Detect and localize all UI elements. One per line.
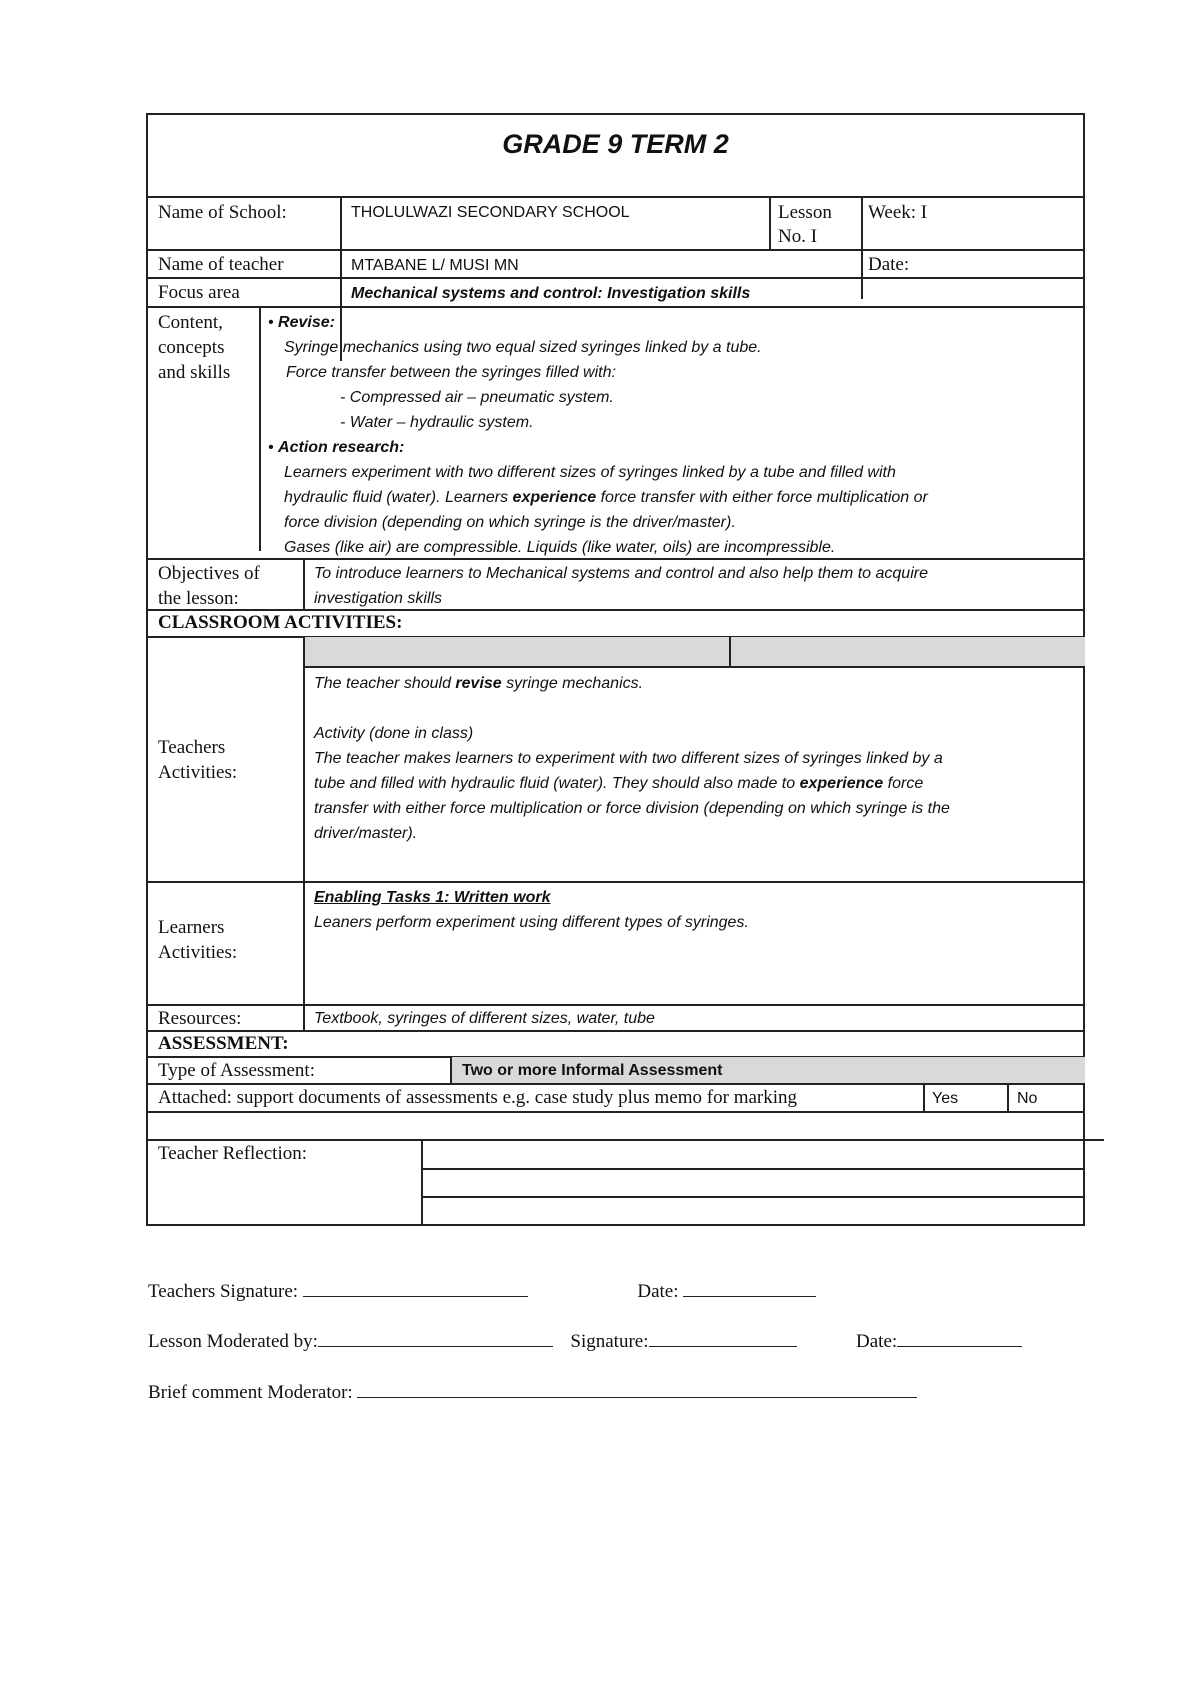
revise-heading: Revise:: [278, 314, 335, 331]
lesson-number: No. I: [778, 226, 818, 247]
type-of-assessment-label: Type of Assessment:: [158, 1060, 315, 1081]
date-label: Date:: [868, 254, 910, 275]
moderation-line: Lesson Moderated by: Signature: Date:: [148, 1328, 1022, 1353]
teacher-reflection-label: Teacher Reflection:: [158, 1143, 308, 1164]
objectives-value: To introduce learners to Mechanical systems and control and also help them to acquire investigation skills: [314, 565, 928, 607]
resources-value: Textbook, syringes of different sizes, water, tube: [314, 1010, 655, 1027]
lesson-plan-table: [146, 113, 1085, 1226]
action-heading: Action research:: [278, 439, 405, 456]
assessment-heading: ASSESSMENT:: [158, 1033, 289, 1054]
learners-activities-body: Enabling Tasks 1: Written work Leaners perform experiment using different types of syringes.: [314, 885, 1079, 935]
attached-label: Attached: support documents of assessments e.g. case study plus memo for marking: [158, 1087, 798, 1108]
date-field-1[interactable]: [683, 1278, 816, 1297]
activity-header-shaded-cell: [305, 637, 1085, 666]
teachers-signature-field[interactable]: [303, 1278, 528, 1297]
lesson-label: Lesson: [778, 202, 832, 223]
teachers-activities-body: The teacher should revise syringe mechanics. Activity (done in class) The teacher makes learners to experiment with two different sizes of syringes linked by a tube and filled with hydraulic fluid (water). They should also made to experience force transfer with either force multiplication or force division (depending on which syringe is the driver/master).: [314, 675, 950, 842]
bullet-icon: •: [268, 314, 279, 331]
brief-comment-line: Brief comment Moderator:: [148, 1379, 917, 1404]
objectives-label: Objectives of the lesson:: [158, 563, 260, 609]
brief-comment-field[interactable]: [357, 1379, 917, 1398]
moderated-by-field[interactable]: [318, 1328, 553, 1347]
bullet-icon: •: [268, 439, 279, 456]
school-label: Name of School:: [158, 202, 287, 223]
type-of-assessment-value: Two or more Informal Assessment: [462, 1062, 723, 1079]
moderator-signature-field[interactable]: [649, 1328, 797, 1347]
reflection-line: [422, 1196, 1085, 1198]
learners-activities-label: Learners Activities:: [158, 917, 238, 963]
focus-label: Focus area: [158, 282, 240, 303]
focus-value: Mechanical systems and control: Investigation skills: [351, 285, 751, 302]
teachers-signature-line: Teachers Signature: Date:: [148, 1278, 816, 1303]
content-label: Content, concepts and skills: [158, 312, 231, 383]
content-body: • Revise: Syringe mechanics using two equal sized syringes linked by a tube. Force transfer between the syringes filled with: - Compressed air – pneumatic system. - Water – hydraulic system. • Action research: Learners experiment with two different sizes of syringes linked by a tube and filled with hydraulic fluid (water). Learners experience force transfer with either force multiplication or force division (depending on which syringe is the driver/master). Gases (like air) are compressible. Liquids (like water, oils) are incompressible.: [268, 314, 928, 556]
teacher-label: Name of teacher: [158, 254, 284, 275]
school-name: THOLULWAZI SECONDARY SCHOOL: [351, 204, 630, 221]
attached-yes[interactable]: Yes: [932, 1090, 959, 1107]
teachers-activities-label: Teachers Activities:: [158, 737, 238, 783]
week-value: Week: I: [868, 202, 928, 223]
reflection-line: [422, 1168, 1085, 1170]
teacher-name: MTABANE L/ MUSI MN: [351, 257, 519, 274]
classroom-heading: CLASSROOM ACTIVITIES:: [158, 612, 403, 633]
resources-label: Resources:: [158, 1008, 242, 1029]
enabling-task-title: Enabling Tasks 1: Written work: [314, 889, 551, 906]
date-field-2[interactable]: [897, 1328, 1022, 1347]
page-title: GRADE 9 TERM 2: [502, 129, 729, 159]
attached-no[interactable]: No: [1017, 1090, 1038, 1107]
